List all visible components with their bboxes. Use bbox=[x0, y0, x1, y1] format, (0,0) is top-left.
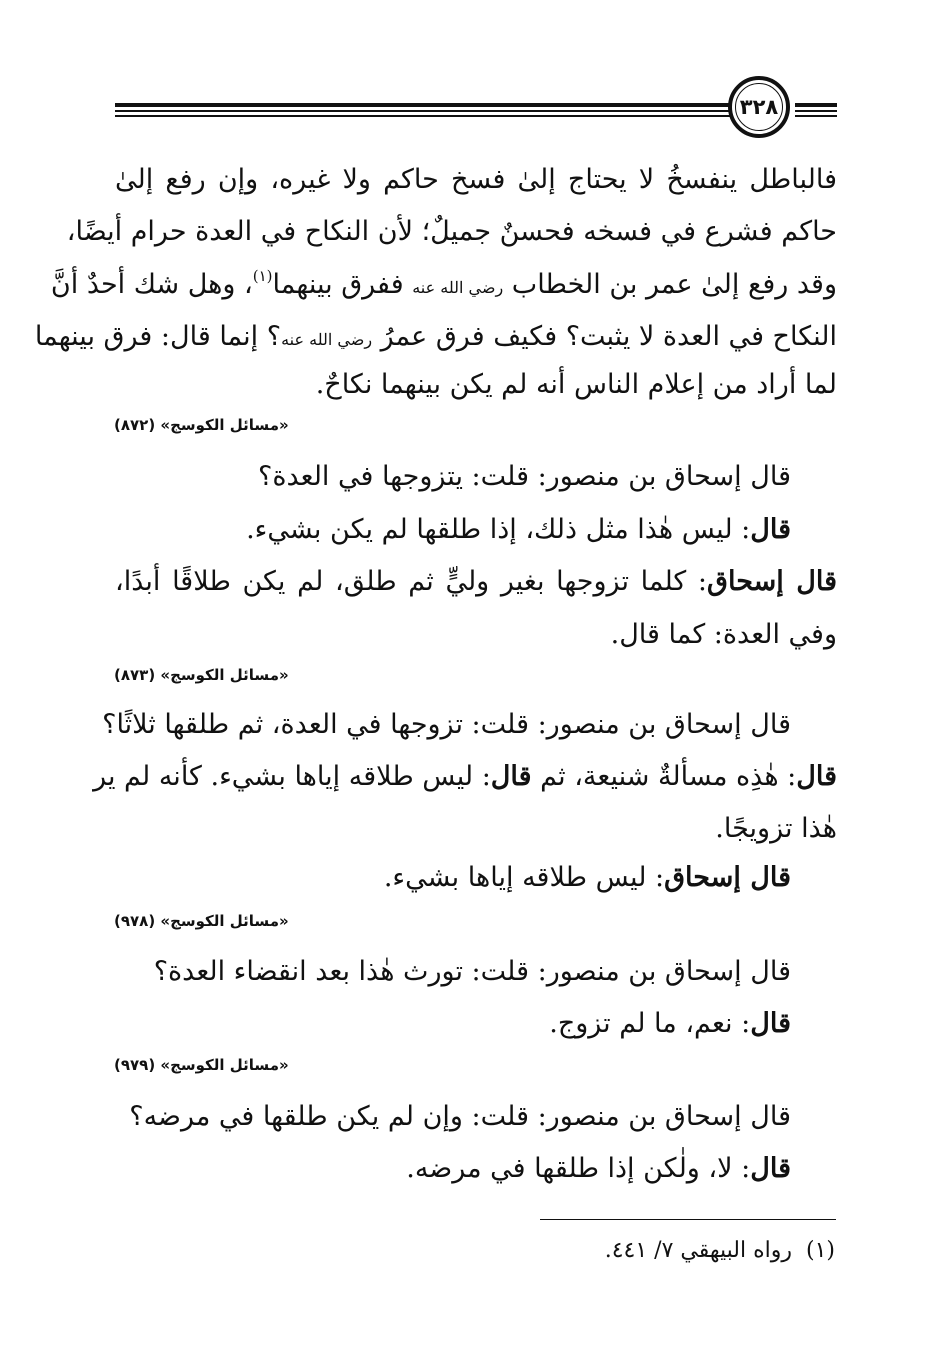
text-segment: ففرق بينهما bbox=[272, 269, 404, 300]
footnote-number: (١) bbox=[805, 1238, 835, 1263]
speaker-label: قال bbox=[490, 761, 532, 792]
answer-line bbox=[115, 1149, 791, 1189]
header-rule bbox=[115, 115, 730, 117]
header-rule-tail bbox=[795, 110, 837, 112]
text-line bbox=[50, 265, 837, 308]
speaker-label: قال bbox=[750, 514, 791, 545]
header-rule bbox=[115, 103, 730, 107]
source-reference: «مسائل الكوسج» (٩٧٩) bbox=[114, 1056, 289, 1074]
speaker-label: قال إسحاق bbox=[707, 566, 837, 597]
answer-text: : كلما تزوجها بغير وليٍّ ثم طلق، لم يكن طلاقًا أبدًا، bbox=[115, 566, 708, 597]
answer-text: : هٰذِه مسألةٌ شنيعة، ثم bbox=[540, 761, 797, 792]
text-segment: ؟ إنما قال: فرق بينهما bbox=[34, 321, 282, 352]
speaker-label: قال bbox=[750, 1008, 791, 1039]
header-rule-tail bbox=[795, 103, 837, 107]
page-number-badge bbox=[728, 76, 790, 138]
answer-line bbox=[115, 510, 791, 550]
text-segment: النكاح في العدة لا يثبت؟ فكيف فرق عمرُ bbox=[380, 321, 837, 352]
header-rule-tail bbox=[795, 115, 837, 117]
honorific-glyph: رضي الله عنه bbox=[281, 330, 373, 349]
answer-text: : ليس طلاقه إياها بشيء. كأنه لم ير bbox=[93, 761, 491, 792]
text-line bbox=[34, 317, 837, 360]
text-line: لما أراد من إعلام الناس أنه لم يكن بينهما نكاحٌ. bbox=[315, 369, 837, 400]
answer-text: : لا، ولٰكن إذا طلقها في مرضه. bbox=[406, 1153, 751, 1184]
speaker-label: قال bbox=[796, 761, 837, 792]
answer-text: : ليس طلاقه إياها بشيء. bbox=[383, 862, 665, 893]
page-number: ٣٢٨ bbox=[739, 95, 779, 119]
answer-line bbox=[115, 562, 837, 602]
answer-line bbox=[93, 757, 837, 797]
header-rule bbox=[115, 110, 730, 112]
question-line: قال إسحاق بن منصور: قلت: تزوجها في العدة، ثم طلقها ثلاثًا؟ bbox=[102, 709, 791, 740]
footnote-marker[interactable]: (١) bbox=[252, 267, 273, 285]
source-reference: «مسائل الكوسج» (٨٧٢) bbox=[114, 416, 289, 434]
question-line: قال إسحاق بن منصور: قلت: يتزوجها في العدة؟ bbox=[258, 461, 791, 492]
text-line: هٰذا تزويجًا. bbox=[715, 813, 837, 844]
honorific-glyph: رضي الله عنه bbox=[412, 278, 504, 297]
source-reference: «مسائل الكوسج» (٩٧٨) bbox=[114, 912, 289, 930]
text-segment: وقد رفع إلىٰ عمر بن الخطاب bbox=[511, 269, 837, 300]
answer-line bbox=[115, 858, 791, 898]
text-segment: ، وهل شك أحدٌ أنَّ bbox=[50, 269, 253, 300]
question-line: قال إسحاق بن منصور: قلت: وإن لم يكن طلقها في مرضه؟ bbox=[129, 1101, 791, 1132]
answer-line bbox=[115, 1004, 791, 1044]
question-line: قال إسحاق بن منصور: قلت: تورث هٰذا بعد انقضاء العدة؟ bbox=[153, 956, 791, 987]
footnote bbox=[605, 1238, 835, 1263]
speaker-label: قال إسحاق bbox=[664, 862, 791, 893]
text-line: وفي العدة: كما قال. bbox=[610, 619, 837, 650]
text-line: حاكم فشرع في فسخه فحسنٌ جميلٌ؛ لأن النكاح في العدة حرام أيضًا، bbox=[66, 216, 837, 247]
speaker-label: قال bbox=[750, 1153, 791, 1184]
footnote-separator bbox=[540, 1219, 836, 1220]
answer-text: : نعم، ما لم تزوج. bbox=[549, 1008, 751, 1039]
text-line: فالباطل ينفسخُ لا يحتاج إلىٰ فسخ حاكم ولا غيره، وإن رفع إلىٰ bbox=[115, 164, 837, 195]
source-reference: «مسائل الكوسج» (٨٧٣) bbox=[114, 666, 289, 684]
footnote-text: رواه البيهقي ٧/ ٤٤١. bbox=[604, 1238, 792, 1263]
answer-text: : ليس هٰذا مثل ذلك، إذا طلقها لم يكن بشيء. bbox=[246, 514, 751, 545]
